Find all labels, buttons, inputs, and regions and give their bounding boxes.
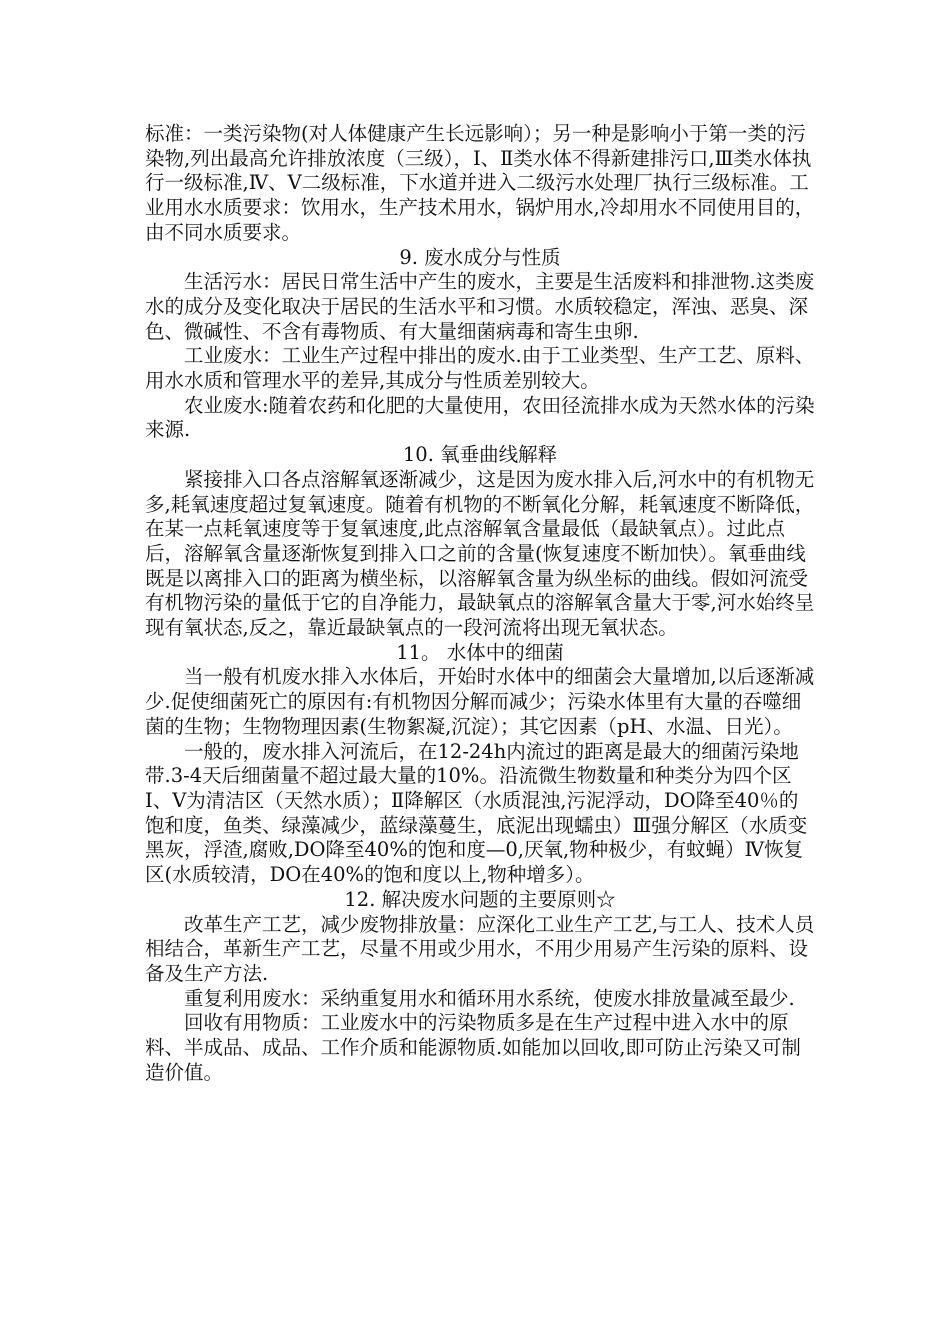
- paragraph-bacteria-decline: 当一般有机废水排入水体后，开始时水体中的细菌会大量增加,以后逐渐减少.促使细菌死亡的原因有:有机物因分解而减少；污染水体里有大量的吞噬细菌的生物；生物物理因素(生物絮凝,沉淀）；其它因素（pH、水温、日光）。: [145, 665, 815, 738]
- paragraph-bacteria-zones: 一般的，废水排入河流后，在12-24h内流过的距离是最大的细菌污染地带.3-4天后细菌量不超过最大量的10%。沿流微生物数量和种类分为四个区Ⅰ、Ⅴ为清洁区（天然水质）；Ⅱ降解区（水质混浊,污泥浮动，DO降至40％的饱和度，鱼类、绿藻减少，蓝绿藻蔓生，底泥出现蠕虫）Ⅲ强分解区（水质变黑灰，浮渣,腐败,DO降至40%的饱和度—0,厌氧,物种极少，有蚊蝇）Ⅳ恢复区(水质较清，DO在40%的饱和度以上,物种增多）。: [145, 739, 808, 887]
- section-heading-9: 9. 废水成分与性质: [399, 245, 561, 269]
- paragraph-water-reuse: 重复利用废水：采纳重复用水和循环用水系统，使废水排放量减至最少.: [184, 986, 795, 1010]
- paragraph-industrial-wastewater: 工业废水：工业生产过程中排出的废水.由于工业类型、生产工艺、原料、用水水质和管理水平的差异,其成分与性质差别较大。: [145, 344, 815, 393]
- section-heading-10: 10. 氧垂曲线解释: [402, 443, 558, 467]
- section-heading-12: 12. 解决废水问题的主要原则☆: [344, 887, 616, 911]
- paragraph-domestic-sewage: 生活污水：居民日常生活中产生的废水，主要是生活废料和排泄物.这类废水的成分及变化取决于居民的生活水平和习惯。水质较稳定，浑浊、恶臭、深色、微碱性、不含有毒物质、有大量细菌病毒和寄生虫卵.: [145, 270, 815, 343]
- paragraph-material-recovery: 回收有用物质：工业废水中的污染物质多是在生产过程中进入水中的原料、半成品、成品、工作介质和能源物质.如能加以回收,即可防止污染又可制造价值。: [145, 1011, 801, 1084]
- document-body: [145, 122, 815, 1085]
- paragraph-process-reform: 改革生产工艺，减少废物排放量：应深化工业生产工艺,与工人、技术人员相结合，革新生产工艺，尽量不用或少用水，不用少用易产生污染的原料、设备及生产方法.: [145, 912, 815, 985]
- section-heading-11: 11。 水体中的细菌: [396, 640, 564, 664]
- paragraph-standards: 标准：一类污染物(对人体健康产生长远影响）；另一种是影响小于第一类的污染物,列出最高允许排放浓度（三级），Ⅰ、Ⅱ类水体不得新建排污口,Ⅲ类水体执行一级标准,Ⅳ、Ⅴ二级标准，下水道并进入二级污水处理厂执行三级标准。工业用水水质要求：饮用水，生产技术用水，锅炉用水,冷却用水不同使用目的，由不同水质要求。: [145, 122, 815, 244]
- paragraph-oxygen-sag-curve: 紧接排入口各点溶解氧逐渐减少，这是因为废水排入后,河水中的有机物无多,耗氧速度超过复氧速度。随着有机物的不断氧化分解，耗氧速度不断降低，在某一点耗氧速度等于复氧速度,此点溶解氧含量最低（最缺氧点）。过此点后，溶解氧含量逐渐恢复到排入口之前的含量(恢复速度不断加快）。氧垂曲线既是以离排入口的距离为横坐标，以溶解氧含量为纵坐标的曲线。假如河流受有机物污染的量低于它的自净能力，最缺氧点的溶解氧含量大于零,河水始终呈现有氧状态,反之，靠近最缺氧点的一段河流将出现无氧状态。: [145, 467, 815, 640]
- paragraph-agricultural-wastewater: 农业废水:随着农药和化肥的大量使用，农田径流排水成为天然水体的污染来源.: [145, 393, 815, 442]
